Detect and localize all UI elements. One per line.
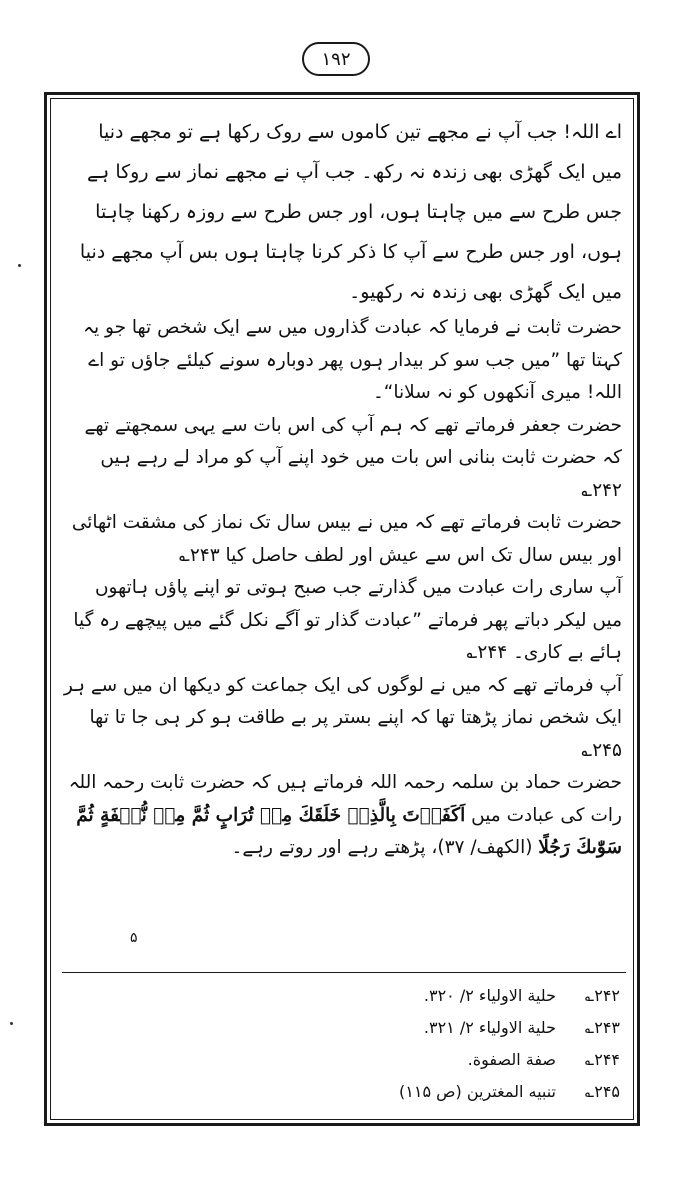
- footnote-number: ۲۴۵؎: [584, 1082, 620, 1101]
- quran-verse: اَكَفَرۡتَ بِالَّذِیۡ خَلَقَكَ مِنۡ تُرَابٍ ثُمَّ مِنۡ نُّطۡفَةٍ ثُمَّ سَوّٰىكَ رَجُلًا: [76, 804, 622, 858]
- paragraph-twenty-years: حضرت ثابت فرماتے تھے کہ میں نے بیس سال تک نماز کی مشقت اٹھائی اور بیس سال تک اس سے عیش اور لطف حاصل کیا ۲۴۳؎: [71, 512, 622, 566]
- footnote-item: [340, 1044, 620, 1076]
- footnote-number: ۲۴۲؎: [584, 986, 620, 1005]
- footnote-number: ۲۴۳؎: [584, 1018, 620, 1037]
- scan-speck: [10, 1022, 13, 1025]
- verse-end-mark: ۵: [130, 930, 138, 946]
- page-number-text: ١٩٢: [321, 48, 351, 70]
- verse-reference: (الکھف/ ۳۷): [437, 837, 533, 858]
- page-number: [302, 42, 370, 76]
- footnote-number: ۲۴۴؎: [584, 1050, 620, 1069]
- footnote-text: حلیة الاولیاء ۲/ ۳۲۰.: [423, 986, 556, 1005]
- paragraph-group-prayer: آپ فرماتے تھے کہ میں نے لوگوں کی ایک جماعت کو دیکھا ان میں سے ہر ایک شخص نماز پڑھتا تھا کہ اپنے بستر پر بے طاقت ہو کر ہی جا تا تھا ۲۴۵؎: [63, 674, 622, 761]
- footnotes: [340, 980, 620, 1108]
- footnote-item: [340, 1076, 620, 1108]
- footnote-text: صفة الصفوة.: [467, 1050, 556, 1069]
- paragraph-thabit-worshipper: حضرت ثابت نے فرمایا کہ عبادت گذاروں میں سے ایک شخص تھا جو یہ کہتا تھا ”میں جب سو کر بیدار ہوں پھر دوبارہ سونے کیلئے جاؤں تو اے اللہ! میری آنکھوں کو نہ سلانا“۔: [83, 317, 622, 403]
- hammad-lead: حضرت حماد بن سلمہ رحمہ اللہ فرماتے ہیں کہ حضرت ثابت رحمہ اللہ رات کی عبادت میں: [68, 772, 622, 826]
- footnote-item: [340, 980, 620, 1012]
- paragraph-hammad: [62, 767, 622, 865]
- paragraph-jafar: حضرت جعفر فرماتے تھے کہ ہم آپ کی اس بات سے یہی سمجھتے تھے کہ حضرت ثابت بنانی اس بات میں خود اپنے آپ کو مراد لے رہے ہیں ۲۴۲؎: [84, 414, 622, 501]
- footnote-text: حلیة الاولیاء ۲/ ۳۲۱.: [423, 1018, 556, 1037]
- footnote-text: تنبیه المغترین (ص ۱۱۵): [399, 1082, 556, 1101]
- footnote-separator: [62, 972, 626, 973]
- paragraph-night-worship: آپ ساری رات عبادت میں گذارتے جب صبح ہوتی تو اپنے پاؤں ہاتھوں میں لیکر دباتے پھر فرماتے ”عبادت گذار تو آگے نکل گئے میں پیچھے رہ گیا ہائے بے کاری۔ ۲۴۴؎: [73, 577, 622, 663]
- footnote-item: [340, 1012, 620, 1044]
- hammad-tail: ، پڑھتے رہے اور روتے رہے۔: [231, 837, 438, 858]
- scan-speck: [18, 264, 21, 267]
- quoted-prayer: اے اللہ! جب آپ نے مجھے تین کاموں سے روک رکھا ہے تو مجھے دنیا میں ایک گھڑی بھی زندہ نہ رکھ۔ جب آپ نے مجھے نماز سے روکا ہے جس طرح سے میں چاہتا ہوں، اور جس طرح سے روزہ رکھنا چاہتا ہوں، اور جس طرح سے آپ کا ذکر کرنا چاہتا ہوں بس آپ مجھے دنیا میں ایک گھڑی بھی زندہ نہ رکھیو۔: [79, 121, 622, 303]
- body-text: [62, 112, 622, 865]
